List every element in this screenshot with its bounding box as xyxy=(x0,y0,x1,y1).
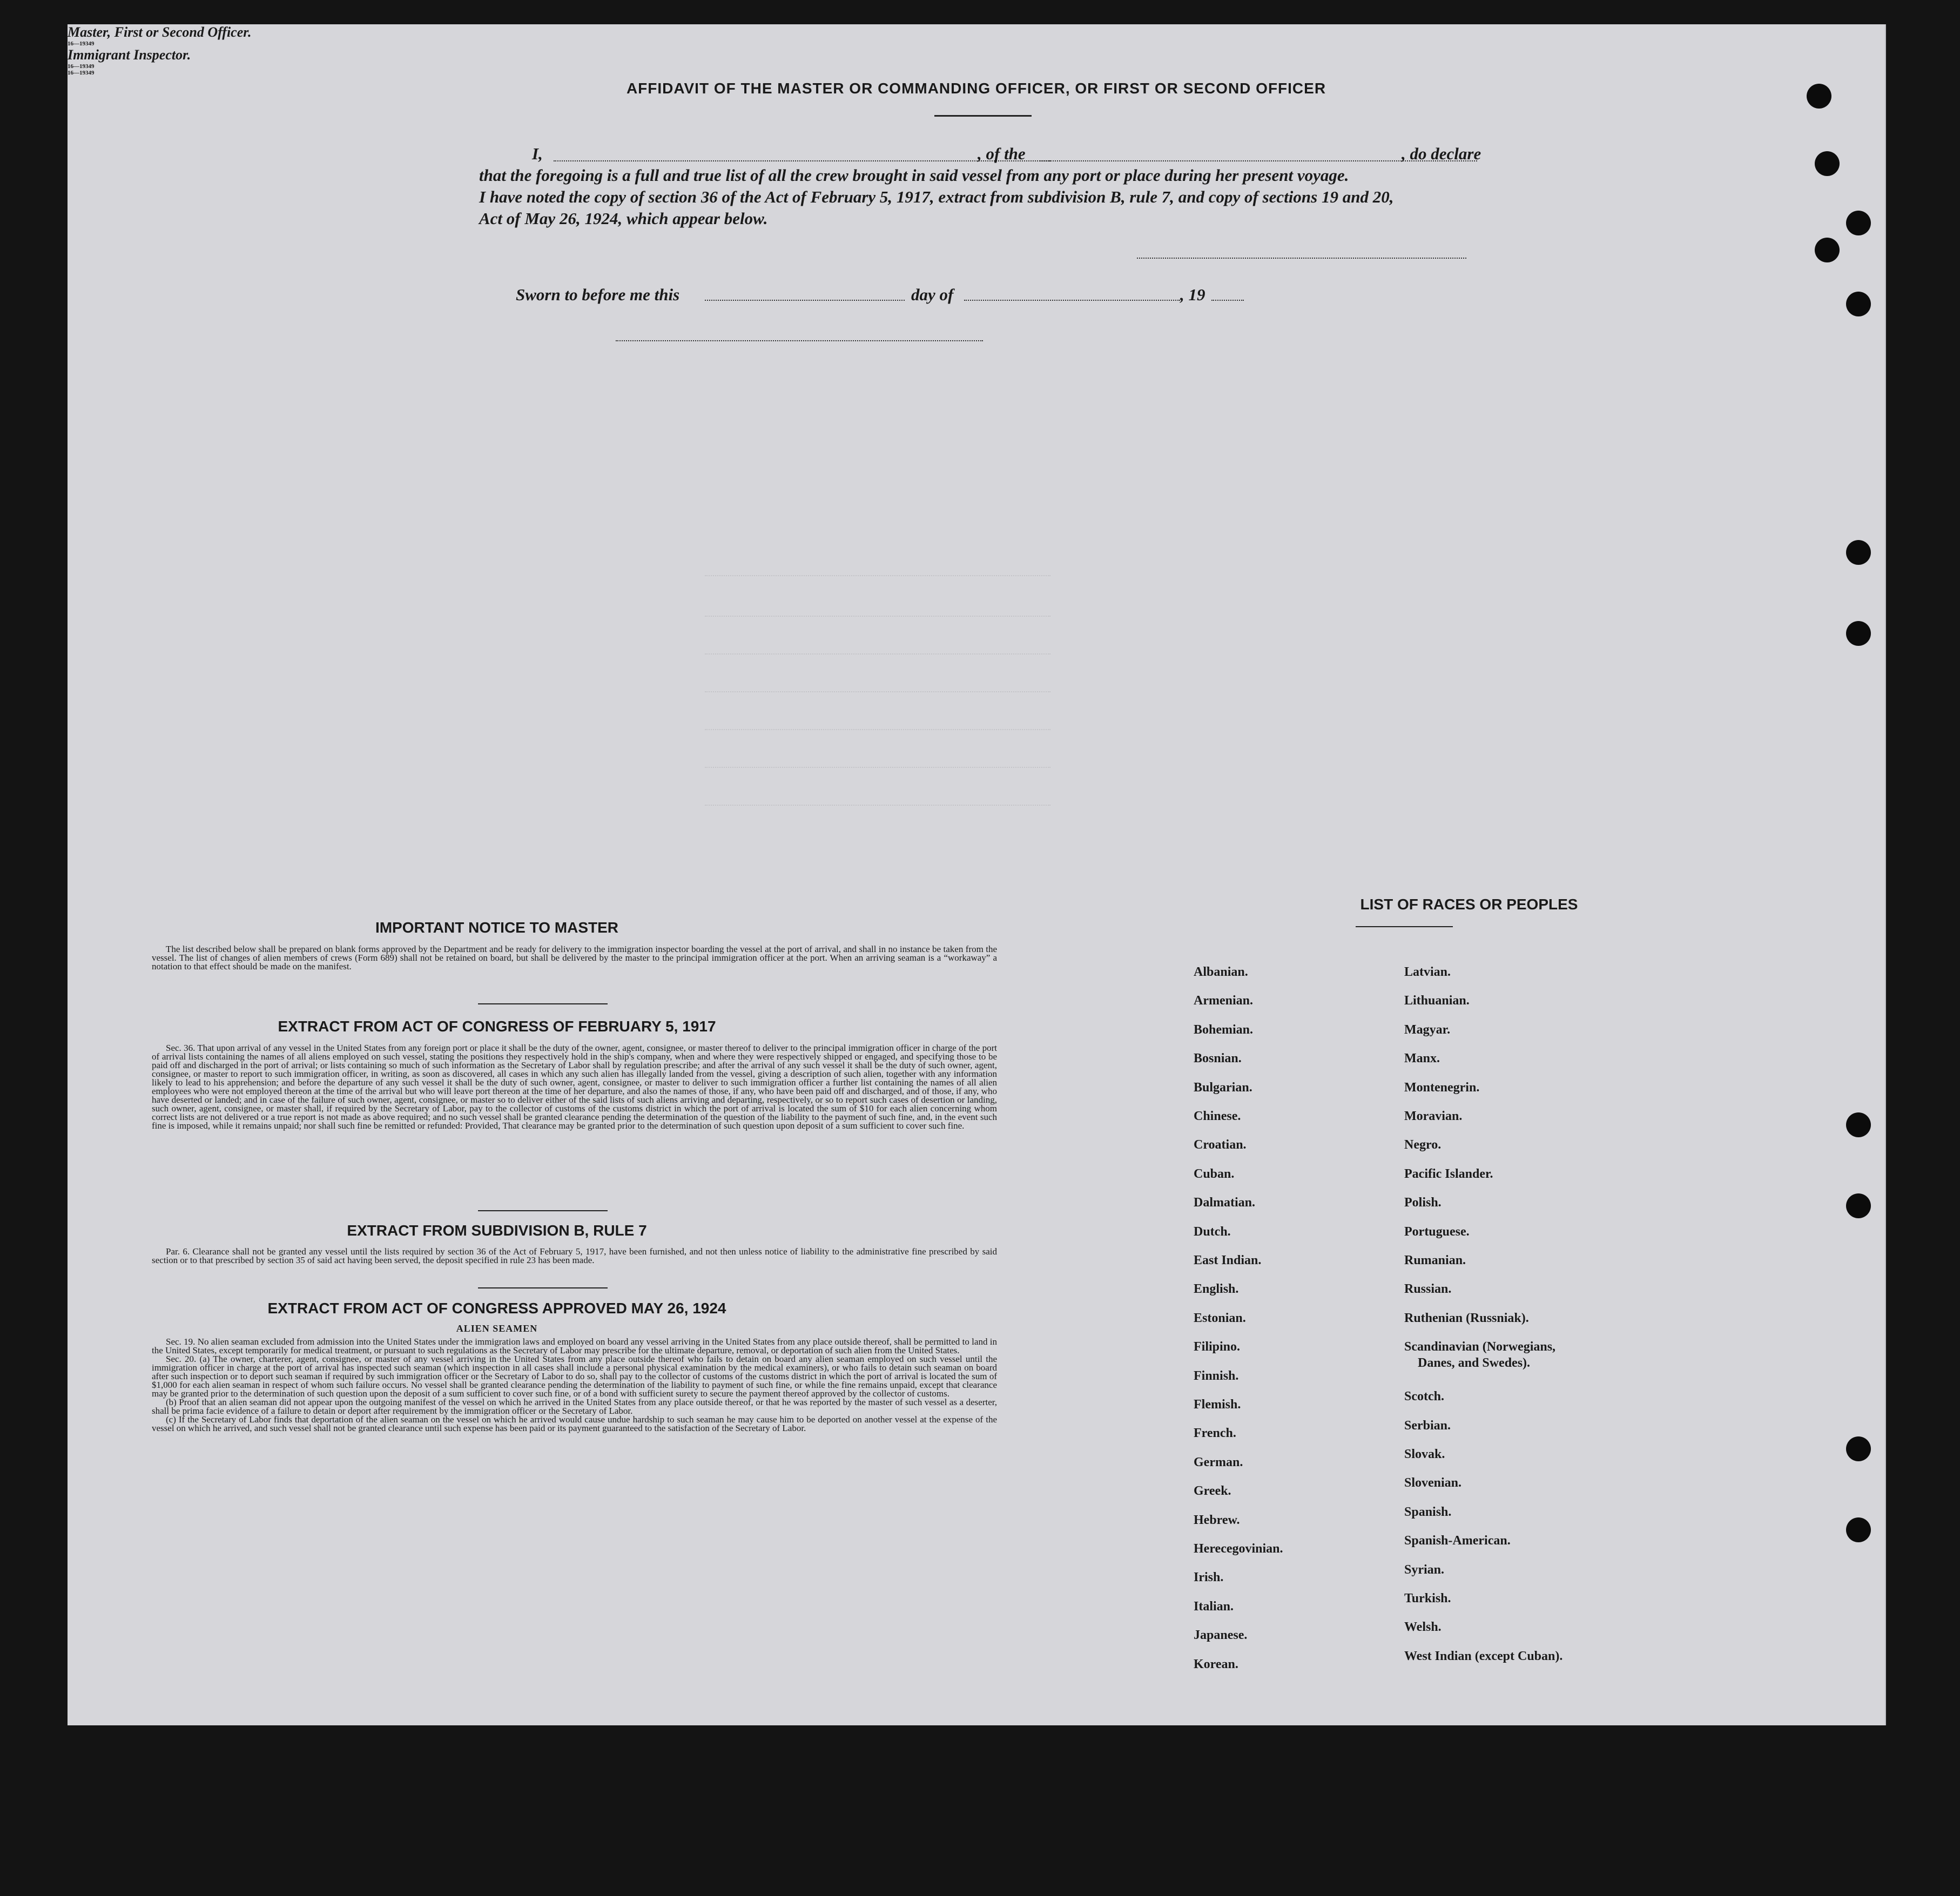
race-item: French. xyxy=(1194,1426,1236,1441)
race-item: Hebrew. xyxy=(1194,1513,1240,1527)
race-item: West Indian (except Cuban). xyxy=(1404,1649,1563,1663)
race-item: Japanese. xyxy=(1194,1628,1248,1643)
affidavit-form-number: 16—19349 xyxy=(68,41,95,47)
race-item: German. xyxy=(1194,1455,1243,1469)
year-prefix: , 19 xyxy=(1180,285,1205,304)
affidavit-i-label: I, xyxy=(532,144,543,163)
race-item: Dutch. xyxy=(1194,1224,1231,1239)
race-item: Montenegrin. xyxy=(1404,1080,1480,1095)
sworn-month-blank xyxy=(964,300,1180,301)
day-of-label: day of xyxy=(911,285,954,304)
section-20c-text: (c) If the Secretary of Labor finds that deportation of the alien seaman on the vessel on which he arrived would cause undue hardship to such seaman he may cause him to be deported on another vessel at the expense of the vessel on which he arrived, and such vessel shall not be granted clearance until such expense has been paid or its payment guaranteed to the satisfaction of the Secretary of Labor. xyxy=(152,1414,997,1433)
bleed-through-mark xyxy=(705,767,1050,768)
binder-hole xyxy=(1815,151,1840,176)
binder-hole xyxy=(1846,1517,1871,1542)
binder-hole xyxy=(1846,621,1871,646)
name-blank xyxy=(554,160,1050,161)
binder-hole xyxy=(1846,1193,1871,1218)
race-item: Croatian. xyxy=(1194,1138,1247,1152)
race-item: Danes, and Swedes). xyxy=(1418,1356,1531,1371)
race-item: Rumanian. xyxy=(1404,1253,1466,1267)
title-rule xyxy=(934,115,1032,117)
section-rule xyxy=(478,1003,608,1004)
race-item: Irish. xyxy=(1194,1570,1224,1585)
bleed-through-mark xyxy=(705,805,1050,806)
race-item: Negro. xyxy=(1404,1138,1442,1152)
race-item: Korean. xyxy=(1194,1657,1238,1671)
extract-1917-heading: EXTRACT FROM ACT OF CONGRESS OF FEBRUARY 5, 1917 xyxy=(278,1018,716,1035)
race-item: Welsh. xyxy=(1404,1620,1442,1635)
races-form-number: 16—19349 xyxy=(68,70,95,76)
affidavit-line-2: that the foregoing is a full and true list of all the crew brought in said vessel from any port or place during her present voyage. xyxy=(479,166,1349,185)
race-item: Bohemian. xyxy=(1194,1022,1254,1037)
race-item: Ruthenian (Russniak). xyxy=(1404,1311,1529,1325)
race-item: Russian. xyxy=(1404,1282,1452,1297)
section-rule xyxy=(478,1287,608,1288)
race-item: Bulgarian. xyxy=(1194,1080,1252,1095)
race-item: Portuguese. xyxy=(1404,1224,1470,1239)
bleed-through-mark xyxy=(705,729,1050,730)
master-signature-label: Master, First or Second Officer. xyxy=(68,24,252,40)
binder-hole xyxy=(1846,211,1871,235)
race-item: Polish. xyxy=(1404,1196,1442,1210)
affidavit-line-3: I have noted the copy of section 36 of the Act of February 5, 1917, extract from subdivision B, rule 7, and copy of sections 19 and 20, xyxy=(479,187,1394,206)
race-item: Flemish. xyxy=(1194,1398,1241,1412)
extract-1917-body xyxy=(152,1044,997,1200)
race-item: English. xyxy=(1194,1282,1239,1297)
binder-hole xyxy=(1846,540,1871,565)
race-item: Dalmatian. xyxy=(1194,1196,1255,1210)
bleed-through-mark xyxy=(705,616,1050,617)
affidavit-of-the: , of the xyxy=(978,144,1026,163)
inspector-label: Immigrant Inspector. xyxy=(68,47,191,63)
race-item: Chinese. xyxy=(1194,1109,1241,1123)
notice-body xyxy=(152,945,997,982)
section-20b-text: (b) Proof that an alien seaman did not appear upon the outgoing manifest of the vessel on which he arrived in the United States from any place outside thereof, or that he was reported by the master of such vessel as a deserter, shall be prima facie evidence of a failure to detain or deport after requirement by the immigration officer or the Secretary of Labor. xyxy=(152,1397,997,1416)
alien-seamen-subheading: ALIEN SEAMEN xyxy=(456,1323,538,1334)
bleed-through-mark xyxy=(705,653,1050,655)
sworn-day-blank xyxy=(705,300,905,301)
race-item: Herecegovinian. xyxy=(1194,1542,1283,1556)
race-item: Bosnian. xyxy=(1194,1051,1242,1066)
section-rule xyxy=(478,1210,608,1211)
subdivision-b-body xyxy=(152,1247,997,1276)
par-6-text: Par. 6. Clearance shall not be granted any vessel until the lists required by section 36 of the Act of February 5, 1917, have been furnished, and not then unless notice of liability to the administrative fine prescribed by said section or to that prescribed by section 35 of said act having been served, the deposit specified in rule 23 has been made. xyxy=(152,1247,997,1265)
race-item: Greek. xyxy=(1194,1484,1231,1499)
race-item: Latvian. xyxy=(1404,965,1451,979)
binder-hole xyxy=(1807,84,1831,109)
race-item: Slovenian. xyxy=(1404,1476,1462,1490)
races-heading: LIST OF RACES OR PEOPLES xyxy=(1360,896,1578,913)
race-item: Pacific Islander. xyxy=(1404,1166,1493,1181)
race-item: Manx. xyxy=(1404,1051,1440,1066)
race-item: East Indian. xyxy=(1194,1253,1262,1267)
inspector-signature-blank xyxy=(616,340,983,341)
race-item: Filipino. xyxy=(1194,1340,1241,1354)
race-item: Syrian. xyxy=(1404,1562,1445,1577)
race-item: Estonian. xyxy=(1194,1311,1246,1325)
subdivision-b-heading: EXTRACT FROM SUBDIVISION B, RULE 7 xyxy=(347,1222,647,1239)
race-item: Slovak. xyxy=(1404,1447,1445,1461)
notice-text: The list described below shall be prepared on blank forms approved by the Department and be ready for delivery to the immigration inspector boarding the vessel at the port of arrival, and shall in no instance be taken from the vessel. The list of changes of alien members of crews (Form 689) shall not be retained on board, but shall be delivered by the master to the principal immigration officer at the port. When an arriving seaman is a “workaway” a notation to that effect should be made on the manifest. xyxy=(152,945,997,971)
year-blank xyxy=(1211,300,1244,301)
race-item: Finnish. xyxy=(1194,1368,1239,1383)
bleed-through-mark xyxy=(705,691,1050,692)
races-rule xyxy=(1356,926,1453,927)
race-item: Italian. xyxy=(1194,1599,1234,1614)
race-item: Turkish. xyxy=(1404,1591,1451,1605)
race-item: Spanish-American. xyxy=(1404,1534,1511,1548)
document-page xyxy=(68,24,1886,1725)
binder-hole xyxy=(1846,1436,1871,1461)
extract-1924-heading: EXTRACT FROM ACT OF CONGRESS APPROVED MAY 26, 1924 xyxy=(267,1300,726,1317)
race-item: Scandinavian (Norwegians, xyxy=(1404,1340,1556,1354)
race-item: Scotch. xyxy=(1404,1389,1444,1404)
race-item: Spanish. xyxy=(1404,1504,1452,1519)
affidavit-do-declare: , do declare xyxy=(1402,144,1481,163)
section-36-text: Sec. 36. That upon arrival of any vessel in the United States from any foreign port or place it shall be the duty of the owner, agent, consignee, or master thereof to deliver to the principal immigration officer in charge of the port of arrival lists containing the names of all aliens employed on such vessel, stating the positions they respectively hold in the ship's company, when and where they were respectively shipped or engaged, and specifying those to be paid off and discharged in the port of arrival; or lists containing so much of such information as the Secretary of Labor shall by regulation prescribe; and after the arrival of any such vessel it shall be the duty of such owner, agent, consignee, or master to report to such immigration officer, in writing, as soon as discovered, all cases in which any such alien has illegally landed from the vessel, giving a description of such alien, together with any information likely to lead to his apprehension; and before the departure of any such vessel it shall be the duty of such owner, agent, consignee, or master to deliver to such immigration officer a further list containing the names of all alien employees who were not employed thereon at the time of the arrival but who will leave port thereon at the time of her departure, and also the names of those, if any, who have been paid off and discharged, and of those, if any, who have deserted or landed; and in case of the failure of such owner, agent, consignee, or master so to deliver either of the said lists of such aliens arriving and departing, respectively, or so to report such cases of desertion or landing, such owner, agent, consignee, or master shall, if required by the Secretary of Labor, pay to the collector of customs of the customs district in which the port of arrival is located the sum of $10 for each alien concerning whom correct lists are not delivered or a true report is not made as above required; and no such vessel shall be granted clearance pending the determination of the question of the liability to the payment of such fine, and, in the event such fine is imposed, while it remains unpaid; nor shall such fine be remitted or refunded: Provided, That clearance may be granted prior to the determination of such question upon deposit of a sum sufficient to cover such fine. xyxy=(152,1044,997,1131)
race-item: Magyar. xyxy=(1404,1022,1451,1037)
section-19-text: Sec. 19. No alien seaman excluded from admission into the United States under the immigration laws and employed on board any vessel arriving in the United States from any place outside thereof, shall be permitted to land in the United States, except temporarily for medical treatment, or pursuant to such regulations as the Secretary of Labor may prescribe for the ultimate departure, removal, or deportation of such alien from the United States. xyxy=(152,1338,997,1355)
binder-hole xyxy=(1846,1112,1871,1137)
binder-hole xyxy=(1846,292,1871,316)
bleed-through-mark xyxy=(705,575,1050,576)
binder-hole xyxy=(1815,238,1840,262)
section-20a-text: Sec. 20. (a) The owner, charterer, agent, consignee, or master of any vessel arriving in the United States from any place outside thereof who fails to detain on board any alien seaman employed on such vessel until the immigration officer in charge at the port of arrival has inspected such seaman (which inspection in all cases shall include a personal physical examination by the medical examiners), or who fails to detain such seaman on board after such inspection or to deport such seaman if required by such immigration officer or the Secretary of Labor to do so, shall pay to the collector of customs of the customs district in which the port of arrival is located the sum of $1,000 for each alien seaman in respect of whom such failure occurs. No vessel shall be granted clearance pending the determination of the liability to payment of such fine, or while the fine remains unpaid, except that clearance may be granted prior to the determination of such question upon the deposit of a sum sufficient to cover such fine, or of a bond with sufficient surety to secure the payment thereof approved by the collector of customs. xyxy=(152,1354,997,1399)
race-item: Moravian. xyxy=(1404,1109,1463,1123)
extract-1924-body xyxy=(152,1338,997,1618)
sworn-label: Sworn to before me this xyxy=(516,285,680,304)
race-item: Lithuanian. xyxy=(1404,994,1470,1008)
race-item: Armenian. xyxy=(1194,994,1253,1008)
race-item: Serbian. xyxy=(1404,1418,1451,1433)
race-item: Albanian. xyxy=(1194,965,1248,979)
race-item: Cuban. xyxy=(1194,1166,1235,1181)
affidavit-line-4: Act of May 26, 1924, which appear below. xyxy=(479,209,768,228)
extract-form-number: 16—19349 xyxy=(68,63,95,70)
notice-heading: IMPORTANT NOTICE TO MASTER xyxy=(375,919,619,936)
affidavit-title: AFFIDAVIT OF THE MASTER OR COMMANDING OFFICER, OR FIRST OR SECOND OFFICER xyxy=(626,80,1326,97)
master-signature-blank xyxy=(1137,258,1466,259)
